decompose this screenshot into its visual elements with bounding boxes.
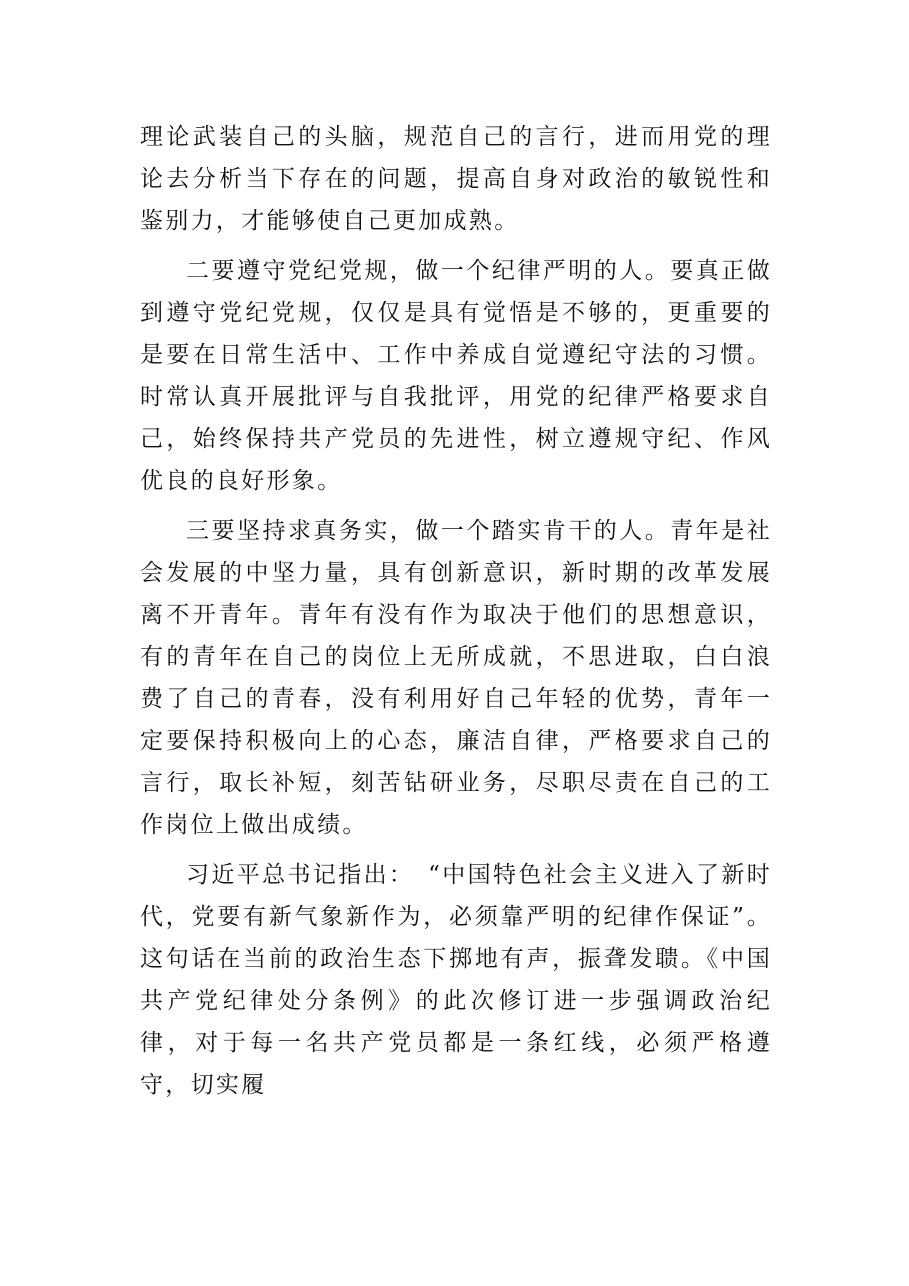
document-body (140, 116, 772, 1114)
paragraph-discipline: 二要遵守党纪党规，做一个纪律严明的人。要真正做到遵守党纪党规，仅仅是具有觉悟是不够的，更重要的是要在日常生活中、工作中养成自觉遵纪守法的习惯。时常认真开展批评与自我批评，用党的纪律严格要求自己，始终保持共产党员的先进性，树立遵规守纪、作风优良的良好形象。 (140, 258, 772, 494)
paragraph-practical: 三要坚持求真务实，做一个踏实肯干的人。青年是社会发展的中坚力量，具有创新意识，新时期的改革发展离不开青年。青年有没有作为取决于他们的思想意识，有的青年在自己的岗位上无所成就，不思进取，白白浪费了自己的青春，没有利用好自己年轻的优势，青年一定要保持积极向上的心态，廉洁自律，严格要求自己的言行，取长补短，刻苦钻研业务，尽职尽责在自己的工作岗位上做出成绩。 (140, 518, 772, 838)
paragraph-quote: 习近平总书记指出： “中国特色社会主义进入了新时代，党要有新气象新作为，必须靠严明的纪律作保证”。这句话在当前的政治生态下掷地有声，振聋发聩。《中国共产党纪律处分条例》的此次修订进一步强调政治纪律，对于每一名共产党员都是一条红线，必须严格遵守，切实履 (140, 862, 772, 1098)
paragraph-continuation: 理论武装自己的头脑，规范自己的言行，进而用党的理论去分析当下存在的问题，提高自身对政治的敏锐性和鉴别力，才能够使自己更加成熟。 (140, 124, 772, 234)
